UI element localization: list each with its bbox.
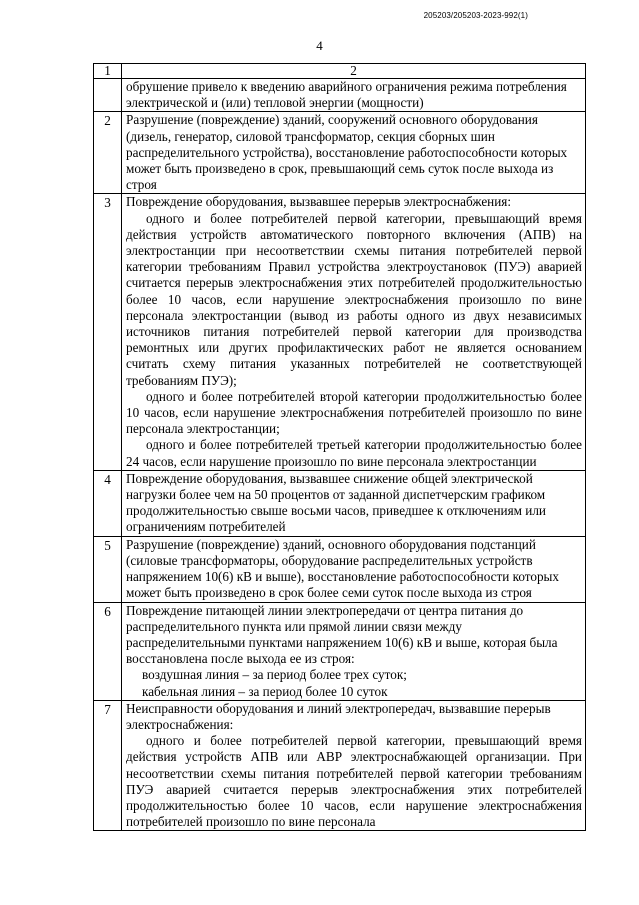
table-row xyxy=(94,700,586,831)
paragraph: кабельная линия – за период более 10 суток xyxy=(142,683,388,699)
table-row xyxy=(94,194,586,470)
row-text xyxy=(122,602,586,700)
row-number: 4 xyxy=(94,470,122,536)
table-header-row xyxy=(94,64,586,79)
page-number: 4 xyxy=(316,38,323,53)
table-row xyxy=(94,536,586,602)
paragraph: Повреждение питающей линии электропередачи от центра питания до распределительного пункта или прямой линии связи между распределительными пунктами напряжением 10(6) кВ и выше, которая была восстановлена после выхода ее из строя: xyxy=(126,602,558,667)
paragraph: Неисправности оборудования и линий электропередач, вызвавшие перерыв электроснабжения: xyxy=(126,700,551,732)
row-number: 2 xyxy=(94,112,122,194)
table-row xyxy=(94,79,586,112)
table-row xyxy=(94,602,586,700)
row-text xyxy=(122,112,586,194)
column-header-2: 2 xyxy=(122,64,586,79)
paragraph: Повреждение оборудования, вызвавшее снижение общей электрической нагрузки более чем на 50 процентов от заданной диспетчерским графиком продолжительностью свыше восьми часов, приведшее к отключениям или ограничениям потребителей xyxy=(126,470,546,535)
paragraph: воздушная линия – за период более трех суток; xyxy=(142,667,407,683)
column-header-1: 1 xyxy=(94,64,122,79)
row-text xyxy=(122,470,586,536)
row-number: 6 xyxy=(94,602,122,700)
row-number: 7 xyxy=(94,700,122,831)
row-text xyxy=(122,700,586,831)
paragraph: обрушение привело к введению аварийного ограничения режима потребления электрической и (или) тепловой энергии (мощности) xyxy=(126,79,567,111)
table-row xyxy=(94,470,586,536)
row-number: 5 xyxy=(94,536,122,602)
paragraph: одного и более потребителей первой категории, превышающий время действия устройств автоматического повторного включения (АПВ) на электростанции при несоответствии схемы питания потребителей первой категории требованиям Правил устройства электроустановок (ПУЭ) аварией считается перерыв электроснабжения этих потребителей продолжительностью более 10 часов, если нарушение электроснабжения произошло по вине персонала электростанции (вывод из работы одного из двух независимых источников питания потребителей первой категории для производства ремонтных или других профилактических работ не является основанием считать схему питания указанных потребителей не соответствующей требованиям ПУЭ); xyxy=(126,210,582,388)
paragraph: одного и более потребителей первой категории, превышающий время действия устройств АПВ или АВР электроснабжающей организации. При несоответствии схемы питания потребителей первой категории требованиям ПУЭ аварией считается перерыв электроснабжения этих потребителей продолжительностью более 10 часов, если нарушение электроснабжения потребителей произошло по вине персонала xyxy=(126,733,582,830)
row-text xyxy=(122,536,586,602)
paragraph: одного и более потребителей второй категории продолжительностью более 10 часов, если нарушение электроснабжения потребителей произошло по вине персонала электростанции; xyxy=(126,388,582,437)
paragraph: Повреждение оборудования, вызвавшее перерыв электроснабжения: xyxy=(126,194,512,210)
document-id: 205203/205203-2023-992(1) xyxy=(423,11,528,20)
incident-criteria-table xyxy=(93,63,586,831)
row-text xyxy=(122,79,586,112)
table-row xyxy=(94,112,586,194)
paragraph: Разрушение (повреждение) зданий, сооружений основного оборудования (дизель, генератор, силовой трансформатор, секция сборных шин распределительного устройства), восстановление работоспособности которых может быть произведено в срок, превышающий семь суток после выхода из строя xyxy=(126,112,568,193)
row-number xyxy=(94,79,122,112)
row-number: 3 xyxy=(94,194,122,470)
row-text xyxy=(122,194,586,470)
paragraph: Разрушение (повреждение) зданий, основного оборудования подстанций (силовые трансформаторы, оборудование распределительных устройств напряжением 10(6) кВ и выше), восстановление работоспособности которых может быть произведено в срок более семи суток после выхода из строя xyxy=(126,536,560,601)
paragraph: одного и более потребителей третьей категории продолжительностью более 24 часов, если нарушение произошло по вине персонала электростанции xyxy=(126,437,582,469)
